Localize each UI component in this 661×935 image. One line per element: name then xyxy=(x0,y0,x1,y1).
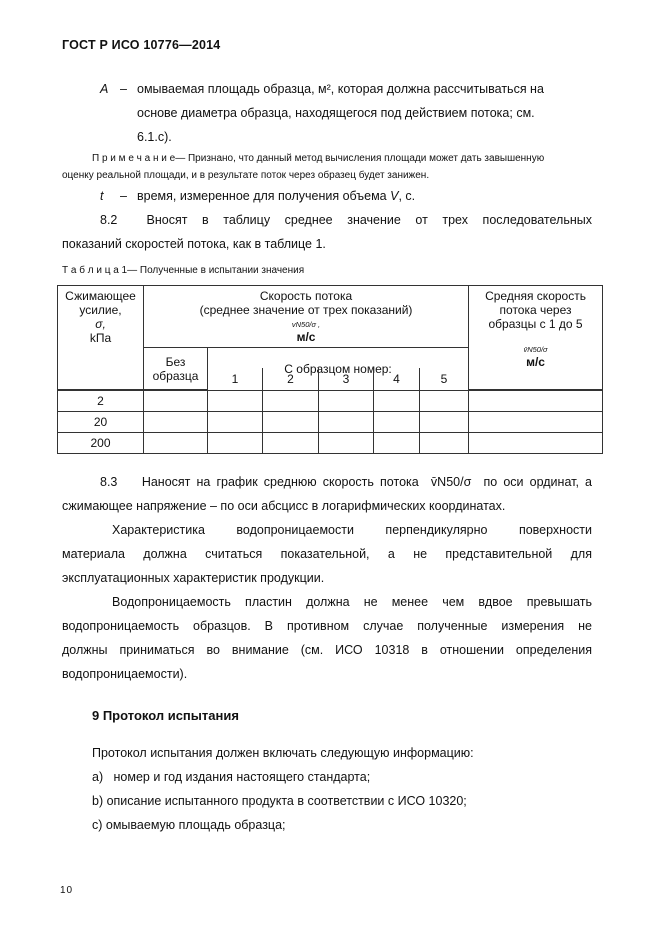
table-row xyxy=(58,411,603,432)
table-cell xyxy=(208,411,263,432)
table-row xyxy=(58,390,603,411)
table-cell xyxy=(208,432,263,453)
header-with-sample: С образцом номер: xyxy=(208,348,469,390)
def-t-dash: – xyxy=(120,189,127,203)
para-plate-line1: Водопроницаемость пластин должна не менее чем вдвое превышать xyxy=(112,595,592,609)
sample-number-1: 1 xyxy=(208,368,263,390)
header-force-symbol: σ, xyxy=(95,317,106,331)
table-cell xyxy=(263,432,319,453)
header-speed-symbol: vN50/σ , xyxy=(291,320,321,329)
para-8-3-line1: 8.3 Наносят на график среднюю скорость потока v̄N50/σ по оси ординат, а xyxy=(100,475,592,489)
avg-cell-blank xyxy=(469,368,603,390)
def-t-text-after: , с. xyxy=(398,189,416,203)
table-cell xyxy=(208,390,263,411)
header-avg-line2: потока через xyxy=(499,303,572,317)
header-avg-unit: м/с xyxy=(526,355,545,369)
force-value: 2 xyxy=(58,390,144,411)
section-9-title: 9 Протокол испытания xyxy=(92,708,239,723)
document-header: ГОСТ Р ИСО 10776—2014 xyxy=(62,38,221,52)
table-cell xyxy=(420,411,469,432)
table-caption xyxy=(62,264,304,278)
note-label: П р и м е ч а н и е xyxy=(92,153,176,164)
def-t-text-before: время, измеренное для получения объема xyxy=(137,189,387,203)
table-row xyxy=(58,432,603,453)
table-cell xyxy=(374,432,420,453)
table-cell xyxy=(469,411,603,432)
def-t-symbol-v: V xyxy=(390,189,399,203)
table-cell xyxy=(374,390,420,411)
para-char-line2: материала должна считаться показательной, а не представительной для xyxy=(62,547,592,561)
table-cell xyxy=(420,390,469,411)
table-cell xyxy=(469,432,603,453)
table-cell xyxy=(420,432,469,453)
table-caption-label: Т а б л и ц а 1 xyxy=(62,265,128,276)
force-value: 20 xyxy=(58,411,144,432)
table-cell xyxy=(469,390,603,411)
section-9-item-a: а) номер и год издания настоящего стандарта; xyxy=(92,770,371,784)
note-text1: — Признано, что данный метод вычисления площади может дать завышенную xyxy=(175,153,545,164)
para-8-3-line2: сжимающее напряжение – по оси абсцисс в логарифмических координатах. xyxy=(62,499,506,513)
force-cell-blank xyxy=(58,368,144,390)
section-9-intro: Протокол испытания должен включать следующую информацию: xyxy=(92,746,474,760)
header-avg-line1: Средняя скорость xyxy=(485,289,586,303)
def-a-dash: – xyxy=(120,82,127,96)
def-a-line1: омываемая площадь образца, м², которая должна рассчитываться на xyxy=(137,82,544,96)
table-cell xyxy=(319,390,374,411)
table-cell xyxy=(319,432,374,453)
header-force-line1: Сжимающее xyxy=(65,289,136,303)
header-none-line1: Без xyxy=(165,354,186,369)
page-number: 10 xyxy=(60,885,74,896)
para-plate-line4: водопроницаемости). xyxy=(62,667,188,681)
para-char-line3: эксплуатационных характеристик продукции. xyxy=(62,571,325,585)
para-char-line1: Характеристика водопроницаемости перпендикулярно поверхности xyxy=(112,523,592,537)
sample-number-2: 2 xyxy=(263,368,319,390)
table-caption-text: — Полученные в испытании значения xyxy=(127,265,305,276)
note-line1 xyxy=(92,152,544,166)
para-plate-line2: водопроницаемость образцов. В противном случае полученные измерения не xyxy=(62,619,592,633)
header-force-line2: усилие, xyxy=(79,303,122,317)
table-cell xyxy=(144,390,208,411)
force-value: 200 xyxy=(58,432,144,453)
table-cell xyxy=(374,411,420,432)
para-plate-line3: должны приниматься во внимание (см. ИСО 10318 в отношении определения xyxy=(62,643,592,657)
header-speed-line2: (среднее значение от трех показаний) xyxy=(199,303,413,317)
results-table-body xyxy=(57,368,603,454)
header-avg-symbol: v̄N50/σ xyxy=(523,345,548,354)
table-cell xyxy=(144,432,208,453)
table-cell xyxy=(319,411,374,432)
none-cell-blank xyxy=(144,368,208,390)
def-a-line3: 6.1.с). xyxy=(137,130,172,144)
def-a-line2: основе диаметра образца, находящегося под действием потока; см. xyxy=(137,106,535,120)
header-flow-speed xyxy=(144,286,469,348)
table-cell xyxy=(263,411,319,432)
table-cell xyxy=(263,390,319,411)
header-speed-unit: м/с xyxy=(296,330,316,344)
header-avg-line3: образцы с 1 до 5 xyxy=(488,317,583,331)
para-8-2-line2: показаний скоростей потока, как в таблице 1. xyxy=(62,237,326,251)
def-a-symbol: A xyxy=(100,82,109,96)
table-cell xyxy=(144,411,208,432)
para-8-2-line1: 8.2 Вносят в таблицу среднее значение от трех последовательных xyxy=(100,213,592,227)
section-9-item-c: с) омываемую площадь образца; xyxy=(92,818,286,832)
header-none-line2: образца xyxy=(152,368,199,383)
sample-number-5: 5 xyxy=(420,368,469,390)
header-force-unit: kПа xyxy=(89,331,112,345)
sample-number-3: 3 xyxy=(319,368,374,390)
note-line2: оценку реальной площади, и в результате поток через образец будет занижен. xyxy=(62,170,430,181)
sample-number-4: 4 xyxy=(374,368,420,390)
section-9-item-b: b) описание испытанного продукта в соответствии с ИСО 10320; xyxy=(92,794,467,808)
header-speed-line1: Скорость потока xyxy=(259,289,353,303)
def-t-symbol: t xyxy=(100,189,104,203)
def-t-text xyxy=(137,187,415,206)
